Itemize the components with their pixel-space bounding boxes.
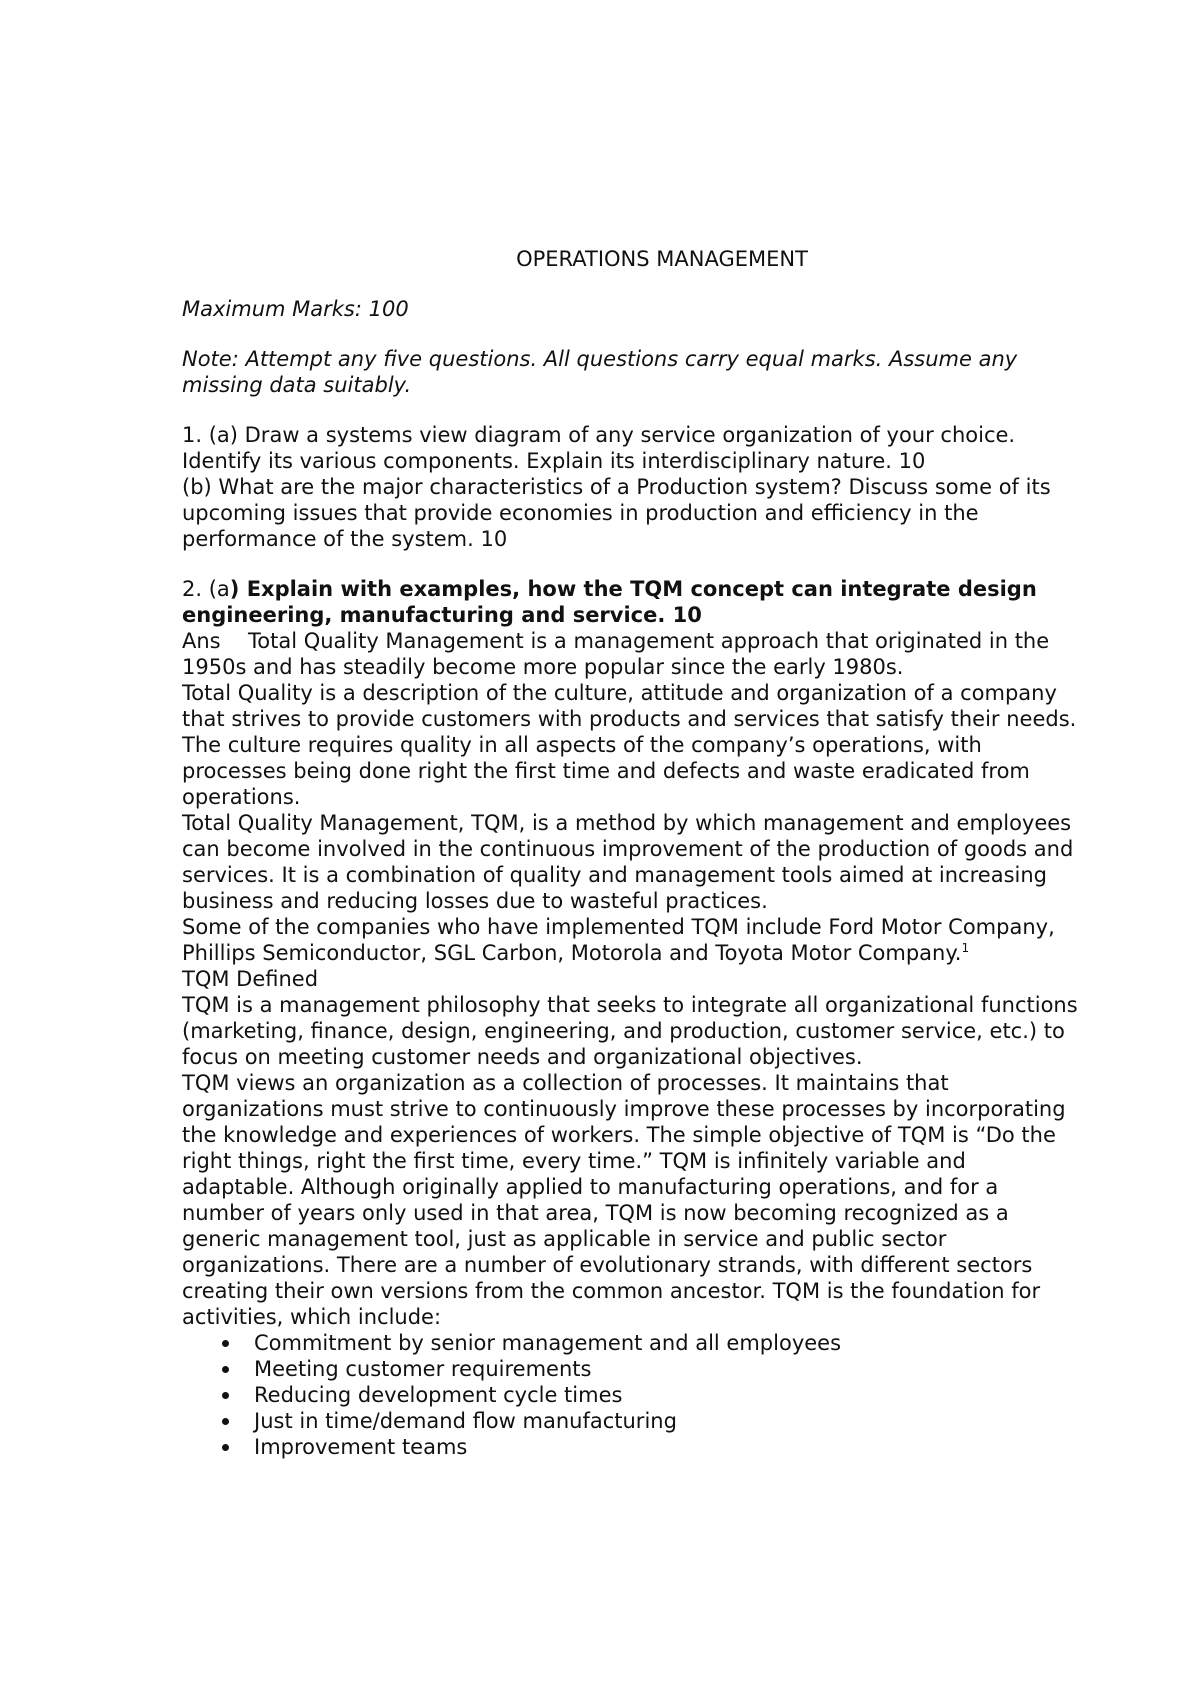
list-item: Meeting customer requirements: [182, 1356, 1082, 1382]
answer-paragraph-4: TQM is a management philosophy that seeks to integrate all organizational functions (marketing, finance, design, engineering, and production, customer service, etc.) to focus on meeting customer needs and organizational objectives.: [182, 993, 1078, 1069]
answer-paragraph-3-text: Some of the companies who have implemented TQM include Ford Motor Company, Phillips Semiconductor, SGL Carbon, Motorola and Toyota Motor Company.: [182, 915, 1055, 965]
answer-paragraph-1: Total Quality is a description of the culture, attitude and organization of a company that strives to provide customers with products and services that satisfy their needs. The culture requires quality in all aspects of the company’s operations, with processes being done right the first time and defects and waste eradicated from operations.: [182, 681, 1077, 809]
list-item: Just in time/demand flow manufacturing: [182, 1408, 1082, 1434]
answer-intro: [182, 628, 1082, 680]
exam-note: Note: Attempt any five questions. All questions carry equal marks. Assume any missing data suitably.: [182, 347, 1018, 397]
answer-paragraph-2: Total Quality Management, TQM, is a method by which management and employees can become involved in the continuous improvement of the production of goods and services. It is a combination of quality and management tools aimed at increasing business and reducing losses due to wasteful practices.: [182, 811, 1074, 913]
answer-intro-text: Total Quality Management is a management approach that originated in the 1950s and has steadily become more popular since the early 1980s.: [182, 629, 1050, 679]
question-1a: 1. (a) Draw a systems view diagram of any service organization of your choice. Identify its various components. Explain its interdisciplinary nature. 10: [182, 423, 1016, 473]
list-item: Reducing development cycle times: [182, 1382, 1082, 1408]
question-1b: (b) What are the major characteristics of a Production system? Discuss some of its upcoming issues that provide economies in production and efficiency in the performance of the system. 10: [182, 475, 1051, 551]
section-heading: TQM Defined: [182, 967, 319, 991]
footnote-marker: 1: [961, 941, 970, 955]
activities-list: [182, 1330, 1082, 1460]
question-2-text: ) Explain with examples, how the TQM concept can integrate design engineering, manufacturing and service. 10: [182, 577, 1037, 627]
question-2a: [182, 576, 1082, 628]
answer-label: Ans: [182, 629, 221, 653]
question-1: [182, 422, 1082, 552]
list-item: Improvement teams: [182, 1434, 1082, 1460]
question-2-prefix: 2. (a: [182, 577, 230, 601]
document-page: [182, 246, 1082, 1460]
max-marks: Maximum Marks: 100: [182, 297, 409, 321]
document-title: OPERATIONS MANAGEMENT: [516, 247, 808, 271]
answer-paragraph-3: [182, 914, 1082, 966]
answer-paragraph-5: TQM views an organization as a collection of processes. It maintains that organizations must strive to continuously improve these processes by incorporating the knowledge and experiences of workers. The simple objective of TQM is “Do the right things, right the first time, every time.” TQM is infinitely variable and adaptable. Although originally applied to manufacturing operations, and for a number of years only used in that area, TQM is now becoming recognized as a generic management tool, just as applicable in service and public sector organizations. There are a number of evolutionary strands, with different sectors creating their own versions from the common ancestor. TQM is the foundation for activities, which include:: [182, 1071, 1066, 1329]
list-item: Commitment by senior management and all employees: [182, 1330, 1082, 1356]
question-2: [182, 576, 1082, 1460]
